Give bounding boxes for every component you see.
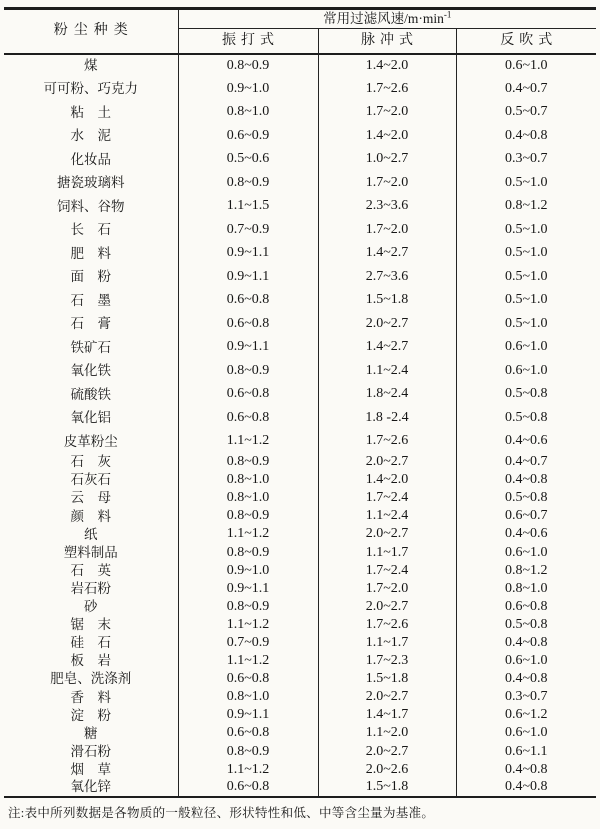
rapping-value-cell: 0.7~0.9 (178, 218, 318, 242)
pulse-value-cell: 2.7~3.6 (318, 265, 456, 289)
reverse-value-cell: 0.6~1.0 (456, 54, 596, 78)
pulse-value-cell: 1.7~2.3 (318, 652, 456, 670)
dust-type-cell: 肥 料 (70, 245, 111, 261)
table-row (4, 724, 596, 742)
dust-type-cell: 水 泥 (70, 128, 111, 143)
rapping-value-cell: 1.1~1.2 (178, 616, 318, 634)
pulse-value-cell: 2.0~2.7 (318, 743, 456, 761)
table-row (4, 706, 596, 724)
table-row (4, 406, 596, 430)
reverse-value-cell: 0.6~1.0 (456, 652, 596, 670)
table-row (4, 580, 596, 598)
pulse-value-cell: 1.4~2.0 (318, 54, 456, 78)
table-row (4, 242, 596, 266)
rapping-value-cell: 1.1~1.2 (178, 430, 318, 454)
rapping-value-cell: 0.6~0.8 (178, 779, 318, 797)
rapping-value-cell: 0.8~1.0 (178, 471, 318, 489)
rapping-value-cell: 0.6~0.8 (178, 406, 318, 430)
dust-type-cell: 氧化铝 (70, 410, 111, 425)
table-row (4, 688, 596, 706)
table-footnote: 注:表中所列数据是各物质的一般粒径、形状特性和低、中等含尘量为基准。 (8, 805, 435, 820)
rapping-value-cell: 1.1~1.2 (178, 652, 318, 670)
reverse-value-cell: 0.5~1.0 (456, 265, 596, 289)
table-row (4, 634, 596, 652)
reverse-value-cell: 0.4~0.8 (456, 670, 596, 688)
rapping-value-cell: 0.6~0.8 (178, 724, 318, 742)
filter-speed-unit-exponent: -1 (443, 9, 452, 20)
dust-type-cell: 石 墨 (70, 292, 111, 308)
dust-type-cell: 煤 (84, 58, 98, 73)
filter-speed-group-header (178, 9, 596, 29)
reverse-value-cell: 0.4~0.8 (456, 124, 596, 148)
table-row (4, 430, 596, 454)
rapping-value-cell: 0.8~1.0 (178, 101, 318, 125)
dust-type-cell: 氧化铁 (70, 363, 111, 378)
reverse-value-cell: 0.8~1.2 (456, 195, 596, 219)
dust-type-cell: 锯 末 (70, 617, 111, 633)
reverse-value-cell: 0.6~0.7 (456, 507, 596, 525)
reverse-value-cell: 0.3~0.7 (456, 688, 596, 706)
table-row (4, 124, 596, 148)
pulse-value-cell: 1.8~2.4 (318, 383, 456, 407)
dust-type-cell: 颜 料 (70, 508, 111, 524)
rapping-value-cell: 0.8~0.9 (178, 171, 318, 195)
rapping-value-cell: 0.9~1.0 (178, 562, 318, 580)
pulse-value-cell: 2.0~2.7 (318, 312, 456, 336)
table-row (4, 77, 596, 101)
rapping-value-cell: 0.6~0.8 (178, 670, 318, 688)
dust-type-header: 粉尘种类 (4, 9, 178, 54)
pulse-value-cell: 1.5~1.8 (318, 289, 456, 313)
rapping-value-cell: 0.9~1.1 (178, 580, 318, 598)
dust-type-cell: 滑石粉 (70, 743, 111, 759)
reverse-value-cell: 0.4~0.6 (456, 430, 596, 454)
table-row (4, 616, 596, 634)
pulse-value-cell: 2.0~2.7 (318, 598, 456, 616)
dust-type-cell: 石灰石 (70, 472, 111, 488)
rapping-type-header: 振打式 (178, 29, 318, 54)
reverse-value-cell: 0.6~0.8 (456, 598, 596, 616)
rapping-value-cell: 0.9~1.1 (178, 706, 318, 724)
rapping-value-cell: 1.1~1.5 (178, 195, 318, 219)
dust-type-cell: 肥皂、洗涤剂 (50, 671, 132, 687)
pulse-value-cell: 1.7~2.6 (318, 430, 456, 454)
reverse-value-cell: 0.6~1.0 (456, 724, 596, 742)
dust-type-cell: 氧化锌 (70, 779, 111, 795)
rapping-value-cell: 0.9~1.1 (178, 336, 318, 360)
reverse-value-cell: 0.4~0.8 (456, 634, 596, 652)
dust-type-cell: 云 母 (70, 490, 111, 506)
table-row (4, 471, 596, 489)
rapping-value-cell: 0.9~1.0 (178, 77, 318, 101)
dust-type-cell: 砂 (84, 599, 98, 615)
rapping-value-cell: 0.8~0.9 (178, 743, 318, 761)
pulse-value-cell: 1.1~2.0 (318, 724, 456, 742)
pulse-value-cell: 1.4~2.0 (318, 124, 456, 148)
table-row (4, 562, 596, 580)
table-row (4, 265, 596, 289)
filter-speed-group-header-text: 常用过滤风速/m·min (323, 11, 444, 27)
dust-type-cell: 板 岩 (70, 653, 111, 669)
rapping-value-cell: 0.6~0.9 (178, 124, 318, 148)
pulse-value-cell: 1.4~2.7 (318, 242, 456, 266)
table-row (4, 336, 596, 360)
rapping-value-cell: 0.6~0.8 (178, 312, 318, 336)
dust-type-cell: 石 膏 (70, 316, 111, 331)
table-row (4, 670, 596, 688)
pulse-value-cell: 1.7~2.4 (318, 489, 456, 507)
table-row (4, 453, 596, 471)
table-row (4, 779, 596, 797)
pulse-value-cell: 1.4~2.7 (318, 336, 456, 360)
pulse-value-cell: 1.7~2.6 (318, 616, 456, 634)
pulse-value-cell: 1.7~2.4 (318, 562, 456, 580)
rapping-value-cell: 0.8~1.0 (178, 688, 318, 706)
pulse-value-cell: 1.5~1.8 (318, 779, 456, 797)
pulse-type-header: 脉冲式 (318, 29, 456, 54)
reverse-value-cell: 0.8~1.2 (456, 562, 596, 580)
dust-type-cell: 皮革粉尘 (63, 433, 118, 449)
dust-type-cell: 可可粉、巧克力 (43, 81, 138, 96)
reverse-value-cell: 0.8~1.0 (456, 580, 596, 598)
dust-type-cell: 搪瓷玻璃料 (57, 175, 125, 190)
pulse-value-cell: 1.8 -2.4 (318, 406, 456, 430)
pulse-value-cell: 1.7~2.0 (318, 171, 456, 195)
pulse-value-cell: 2.0~2.7 (318, 688, 456, 706)
reverse-value-cell: 0.4~0.7 (456, 77, 596, 101)
rapping-value-cell: 0.8~1.0 (178, 489, 318, 507)
dust-type-cell: 硅 石 (70, 635, 111, 651)
pulse-value-cell: 1.7~2.0 (318, 580, 456, 598)
dust-type-cell: 淀 粉 (70, 707, 111, 723)
rapping-value-cell: 0.8~0.9 (178, 598, 318, 616)
pulse-value-cell: 1.7~2.0 (318, 101, 456, 125)
reverse-value-cell: 0.5~0.8 (456, 616, 596, 634)
dust-type-cell: 香 料 (70, 689, 111, 705)
reverse-value-cell: 0.6~1.0 (456, 336, 596, 360)
table-row (4, 743, 596, 761)
rapping-value-cell: 0.5~0.6 (178, 148, 318, 172)
table-row (4, 359, 596, 383)
header-group-row (4, 9, 596, 29)
dust-type-cell: 面 粉 (70, 269, 111, 284)
table-row (4, 543, 596, 561)
rapping-value-cell: 0.6~0.8 (178, 383, 318, 407)
dust-type-cell: 石 灰 (70, 454, 111, 470)
table-row (4, 489, 596, 507)
reverse-blow-type-header: 反吹式 (456, 29, 596, 54)
reverse-value-cell: 0.5~1.0 (456, 312, 596, 336)
table-row (4, 171, 596, 195)
table-row (4, 101, 596, 125)
dust-type-cell: 塑料制品 (63, 544, 118, 560)
rapping-value-cell: 0.8~0.9 (178, 453, 318, 471)
dust-type-cell: 饲料、谷物 (57, 198, 125, 214)
dust-type-cell: 烟 草 (70, 761, 111, 777)
rapping-value-cell: 0.6~0.8 (178, 289, 318, 313)
dust-type-cell: 糖 (84, 725, 98, 741)
rapping-value-cell: 0.8~0.9 (178, 359, 318, 383)
reverse-value-cell: 0.5~0.8 (456, 406, 596, 430)
pulse-value-cell: 2.3~3.6 (318, 195, 456, 219)
rapping-value-cell: 0.9~1.1 (178, 265, 318, 289)
dust-type-cell: 粘 土 (70, 104, 111, 120)
dust-type-cell: 硫酸铁 (70, 386, 111, 402)
reverse-value-cell: 0.6~1.0 (456, 359, 596, 383)
rapping-value-cell: 1.1~1.2 (178, 761, 318, 779)
reverse-value-cell: 0.5~1.0 (456, 289, 596, 313)
table-row (4, 652, 596, 670)
pulse-value-cell: 1.1~1.7 (318, 543, 456, 561)
reverse-value-cell: 0.6~1.1 (456, 743, 596, 761)
table-row (4, 312, 596, 336)
reverse-value-cell: 0.5~0.8 (456, 489, 596, 507)
reverse-value-cell: 0.4~0.6 (456, 525, 596, 543)
pulse-value-cell: 1.1~1.7 (318, 634, 456, 652)
dust-type-cell: 铁矿石 (70, 339, 111, 355)
pulse-value-cell: 2.0~2.6 (318, 761, 456, 779)
table-row (4, 195, 596, 219)
table-row (4, 383, 596, 407)
reverse-value-cell: 0.5~1.0 (456, 171, 596, 195)
reverse-value-cell: 0.4~0.8 (456, 471, 596, 489)
dust-type-cell: 长 石 (70, 222, 111, 237)
pulse-value-cell: 1.4~2.0 (318, 471, 456, 489)
dust-type-cell: 纸 (84, 526, 98, 542)
pulse-value-cell: 1.4~1.7 (318, 706, 456, 724)
dust-type-cell: 岩石粉 (70, 580, 111, 596)
rapping-value-cell: 0.8~0.9 (178, 54, 318, 78)
filter-speed-table (4, 7, 596, 798)
rapping-value-cell: 0.8~0.9 (178, 507, 318, 525)
pulse-value-cell: 1.1~2.4 (318, 359, 456, 383)
dust-type-cell: 化妆品 (70, 151, 111, 167)
table-row (4, 289, 596, 313)
pulse-value-cell: 1.7~2.6 (318, 77, 456, 101)
reverse-value-cell: 0.5~1.0 (456, 218, 596, 242)
rapping-value-cell: 1.1~1.2 (178, 525, 318, 543)
dust-type-cell: 石 英 (70, 562, 111, 578)
rapping-value-cell: 0.8~0.9 (178, 543, 318, 561)
rapping-value-cell: 0.7~0.9 (178, 634, 318, 652)
pulse-value-cell: 2.0~2.7 (318, 525, 456, 543)
table-row (4, 148, 596, 172)
rapping-value-cell: 0.9~1.1 (178, 242, 318, 266)
reverse-value-cell: 0.4~0.8 (456, 761, 596, 779)
pulse-value-cell: 1.7~2.0 (318, 218, 456, 242)
pulse-value-cell: 1.5~1.8 (318, 670, 456, 688)
reverse-value-cell: 0.6~1.2 (456, 706, 596, 724)
reverse-value-cell: 0.5~0.8 (456, 383, 596, 407)
table-row (4, 525, 596, 543)
table-row (4, 507, 596, 525)
reverse-value-cell: 0.5~0.7 (456, 101, 596, 125)
pulse-value-cell: 1.0~2.7 (318, 148, 456, 172)
table-row (4, 598, 596, 616)
pulse-value-cell: 1.1~2.4 (318, 507, 456, 525)
reverse-value-cell: 0.3~0.7 (456, 148, 596, 172)
pulse-value-cell: 2.0~2.7 (318, 453, 456, 471)
table-row (4, 218, 596, 242)
table-body (4, 54, 596, 797)
table-row (4, 54, 596, 78)
table-row (4, 761, 596, 779)
scanned-document-page (0, 7, 600, 829)
reverse-value-cell: 0.4~0.7 (456, 453, 596, 471)
reverse-value-cell: 0.5~1.0 (456, 242, 596, 266)
reverse-value-cell: 0.6~1.0 (456, 543, 596, 561)
reverse-value-cell: 0.4~0.8 (456, 779, 596, 797)
